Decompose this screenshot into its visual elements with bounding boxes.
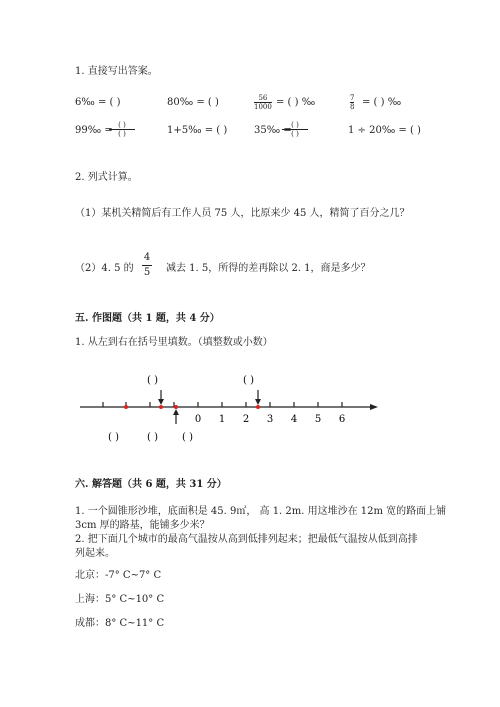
section-6-q1-line1: 1. 一个圆锥形沙堆，底面积是 45. 9㎡， 高 1. 2m. 用这堆沙在 12m 宽的路面上铺 <box>75 506 447 517</box>
q2-title: 2. 列式计算。 <box>75 172 138 183</box>
q1-item-5: 99‰ = <box>75 125 113 136</box>
number-line-marker <box>174 405 178 409</box>
paren-bottom-1: ( ) <box>108 432 119 443</box>
section-5-heading: 五. 作图题（共 1 题，共 4 分） <box>75 313 220 324</box>
paren-top-left: ( ) <box>147 375 158 386</box>
q1-item-1: 6‰ = ( ) <box>75 97 121 108</box>
paren-bottom-2: ( ) <box>147 432 158 443</box>
number-line-label: 3 <box>266 414 274 425</box>
section-6-q2-line2: 列起来。 <box>75 548 115 559</box>
q1-item-3: = ( ) ‰ <box>276 97 316 108</box>
number-line-marker <box>159 405 163 409</box>
paren-top-right: ( ) <box>243 375 254 386</box>
q1-item-7: 35‰ = <box>254 125 292 136</box>
q1-item-4: = ( ) ‰ <box>362 97 402 108</box>
city-chengdu: 成都：8° C~11° C <box>75 618 165 629</box>
number-line-label: 5 <box>314 414 322 425</box>
arrow-up-head <box>173 409 179 415</box>
q2-problem-1: （1）某机关精简后有工作人员 75 人，比原来少 45 人，精简了百分之几？ <box>75 208 410 219</box>
number-line-label: 6 <box>338 414 346 425</box>
q1-title: 1. 直接写出答案。 <box>75 66 158 77</box>
number-line <box>0 360 500 450</box>
fraction-4-5: 4 5 <box>143 252 151 278</box>
q1-item-2: 80‰ = ( ) <box>167 97 219 108</box>
arrowhead <box>370 404 378 410</box>
q1-item-8: 1 ÷ 20‰ = ( ) <box>348 125 421 136</box>
section-6-q1-line2: 3cm 厚的路基，能铺多少米？ <box>75 520 210 531</box>
arrow-down-1-head <box>158 399 164 405</box>
number-line-marker <box>124 405 128 409</box>
number-line-label: 4 <box>290 414 298 425</box>
number-line-label: 1 <box>218 414 226 425</box>
q2-problem-2-suffix: 减去 1. 5，所得的差再除以 2. 1，商是多少？ <box>166 263 371 274</box>
q2-problem-2-prefix: （2）4. 5 的 <box>75 263 134 274</box>
number-line-marker <box>256 405 260 409</box>
arrow-down-2-head <box>255 399 261 405</box>
paren-fraction-1: ( ) ( ) <box>109 121 135 138</box>
section-6-q2-line1: 2. 把下面几个城市的最高气温按从高到低排列起来；把最低气温按从低到高排 <box>75 534 418 545</box>
q1-item-6: 1+5‰ = ( ) <box>167 125 228 136</box>
city-beijing: 北京：-7° C~7° C <box>75 570 162 581</box>
section-5-question: 1. 从左到右在括号里填数。（填整数或小数） <box>75 337 273 348</box>
paren-bottom-3: ( ) <box>182 432 193 443</box>
number-line-label: 2 <box>242 414 250 425</box>
city-shanghai: 上海：5° C~10° C <box>75 594 165 605</box>
section-6-heading: 六. 解答题（共 6 题，共 31 分） <box>75 479 227 490</box>
number-line-label: 0 <box>194 414 202 425</box>
fraction-56-1000: 56 1000 <box>254 94 272 111</box>
paren-fraction-2: ( ) ( ) <box>282 121 308 138</box>
fraction-7-8: 7 8 <box>350 94 355 111</box>
